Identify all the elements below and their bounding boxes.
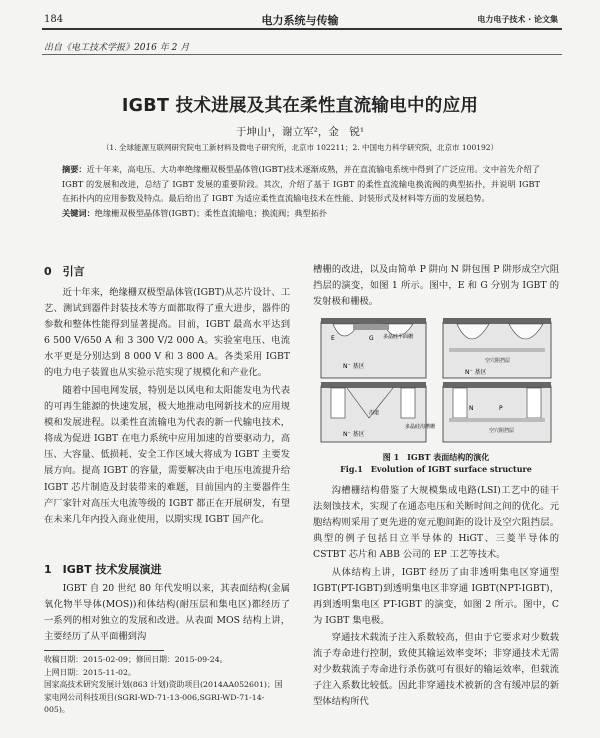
section-0-paragraph-1: 近十年来，绝缘栅双极型晶体管(IGBT)从芯片设计、工艺、测试到器件封装技术等方面都取得了重大进步，器件的参数和整体性能得到显著提高。目前，IGBT 最高水平达到 6 500 V/650 A 和 3 300 V/2 000 A。实验室电压、电流水平更是分别达到 8 000 V 和 3 800 A。各类采用 IGBT 的电力电子装置也从实验示范实现了规模化和产业化。 xyxy=(44,287,290,379)
keywords-text: 绝缘栅双极型晶体管(IGBT)；柔性直流输电；换流阀；典型拓扑 xyxy=(94,207,328,218)
abstract xyxy=(62,162,540,220)
figure-1-label-hole-barrier-2: 空穴阻挡层 xyxy=(489,428,515,434)
figure-1-label-channel: 沟道 xyxy=(369,410,380,416)
figure-1-caption-cn: 图 1 IGBT 表面结构的演化 xyxy=(382,452,490,462)
figure-1-label-e: E xyxy=(331,335,335,342)
footnote-online: 上网日期：2015-11-02。 xyxy=(44,667,136,677)
footnote xyxy=(44,654,290,717)
figure-1-panel-planar-left xyxy=(321,318,426,378)
figure-1-panel-planar-right xyxy=(443,318,551,378)
figure-1-caption-en: Fig.1 Evolution of IGBT surface structure xyxy=(340,464,532,474)
figure-1-label-hole-barrier-1: 空穴阻挡层 xyxy=(485,358,511,364)
section-0-paragraph-2: 随着中国电网发展，特别是以风电和太阳能发电为代表的可再生能源的快速发展，极大地推动电网新技术的应用规模和发展进程。以柔性直流输电为代表的新一代输电技术，将成为促进 IGBT 在电力系统中应用加速的首要驱动力，高压、大容量、低损耗、安全工作区域大将成为 IGBT 主要发展方向。提高 IGBT 的容量，需要解决由于电压电流提升给 IGBT 芯片制造及封装带来的难题，目前国内的主要器件生产厂家针对高压大电流等级的 IGBT 都正在开展研发，有望在未来几年内投入商业使用，以期实现 IGBT 国产化。 xyxy=(44,385,290,525)
section-label: 电力电子技术 · 论文集 xyxy=(477,15,558,24)
authors: 于坤山¹，谢立军²，金 锐¹ xyxy=(235,126,365,138)
column-2-paragraph-2: 沟槽栅结构借鉴了大规模集成电路(LSI)工艺中的硅干法刻蚀技术，实现了在通态电压和关断时间之间的优化。元胞结构则采用了更先进的宽元胞间距的设计及空穴阻挡层。典型的例子包括日立半导体的 HiGT、三菱半导体的 CSTBT 芯片和 ABB 公司的 EP 工艺等技术。 xyxy=(313,485,559,561)
header-rule xyxy=(42,28,562,30)
figure-1-label-n-base-2: N⁻ 基区 xyxy=(465,369,487,376)
abstract-label: 摘要： xyxy=(62,164,87,174)
figure-1-label-g: G xyxy=(369,335,374,342)
footnote-received: 收稿日期：2015-02-09；修回日期：2015-09-24。 xyxy=(44,655,228,664)
figure-1-label-n-base-3: N⁻ 基区 xyxy=(343,431,365,438)
page-number: 184 xyxy=(44,14,64,25)
keywords-label: 关键词： xyxy=(62,207,95,218)
affiliation: （1. 全球能源互联网研究院电工新材料及微电子研究所，北京市 102211；2. 中国电力科学研究院，北京市 100192） xyxy=(101,143,499,152)
section-1-paragraph-1: IGBT 自 20 世纪 80 年代发明以来，其表面结构(金属氧化物半导体(MOS))和体结构(耐压层和集电区)都经历了一系列的相对独立的发展和改进。从表面 MOS 结构上讲，主要经历了从平面栅到沟 xyxy=(44,583,290,643)
figure-1-label-planar-gate: 多晶硅平面栅 xyxy=(383,334,414,340)
footnote-rule xyxy=(44,650,164,651)
paper-title: IGBT 技术进展及其在柔性直流输电中的应用 xyxy=(121,96,479,116)
section-1-heading: 1 IGBT 技术发展演进 xyxy=(44,563,162,576)
figure-1-label-p: P xyxy=(499,405,503,412)
column-2-paragraph-4: 穿通技术载流子注入系数较高，但由于它要求对少数载流子寿命进行控制，致使其输运效率变坏；非穿通技术无需对少数载流子寿命进行杀伤就可有很好的输运效率，但载流子注入系数比较低。因此非穿通技术被新的含有缓冲层的新型体结构所代 xyxy=(313,632,559,708)
footnote-fund: 国家高技术研究发展计划(863 计划)资助项目(2014AA052601)；国家电网公司科技项目(SGRI-WD-71-13-006,SGRI-WD-71-14-005)。 xyxy=(44,680,283,714)
figure-1-label-n: N xyxy=(469,405,474,412)
section-0-heading: 0 引言 xyxy=(44,265,85,278)
reprint-note: 出自《电工技术学报》2016 年 2 月 xyxy=(44,43,190,53)
figure-1-label-n-base-1: N⁻ 基区 xyxy=(343,363,365,370)
header-rule-thin xyxy=(42,54,562,55)
figure-1-diagram xyxy=(313,314,559,450)
column-2-paragraph-3: 从体结构上讲，IGBT 经历了由非透明集电区穿通型 IGBT(PT-IGBT)到透明集电区非穿通 IGBT(NPT-IGBT)，再到透明集电区 PT-IGBT 的演变，如图 2 所示。图中，C 为 IGBT 集电极。 xyxy=(313,567,559,627)
journal-section-title: 电力系统与传输 xyxy=(261,14,339,27)
column-2-paragraph-top: 槽栅的改进，以及由简单 P 阱向 N 阱包围 P 阱形成空穴阻挡层的演变，如图 1 所示。图中，E 和 G 分别为 IGBT 的发射极和栅极。 xyxy=(313,264,559,308)
abstract-text: 近十年来，高电压、大功率绝缘栅双极型晶体管(IGBT)技术逐渐成熟，并在直流输电系统中得到了广泛应用。文中首先介绍了 IGBT 的发展和改进，总结了 IGBT 发展的重要阶段。其次，介绍了基于 IGBT 的柔性直流输电换流阀的典型拓扑，并说明 IGBT 在拓扑内的应用参数及特点。最后给出了 IGBT 为适应柔性直流输电技术在性能、封装形式及材料等方面的发展趋势。 xyxy=(62,164,540,204)
figure-1-label-trench-gate: 多晶硅沟槽栅 xyxy=(405,424,436,430)
